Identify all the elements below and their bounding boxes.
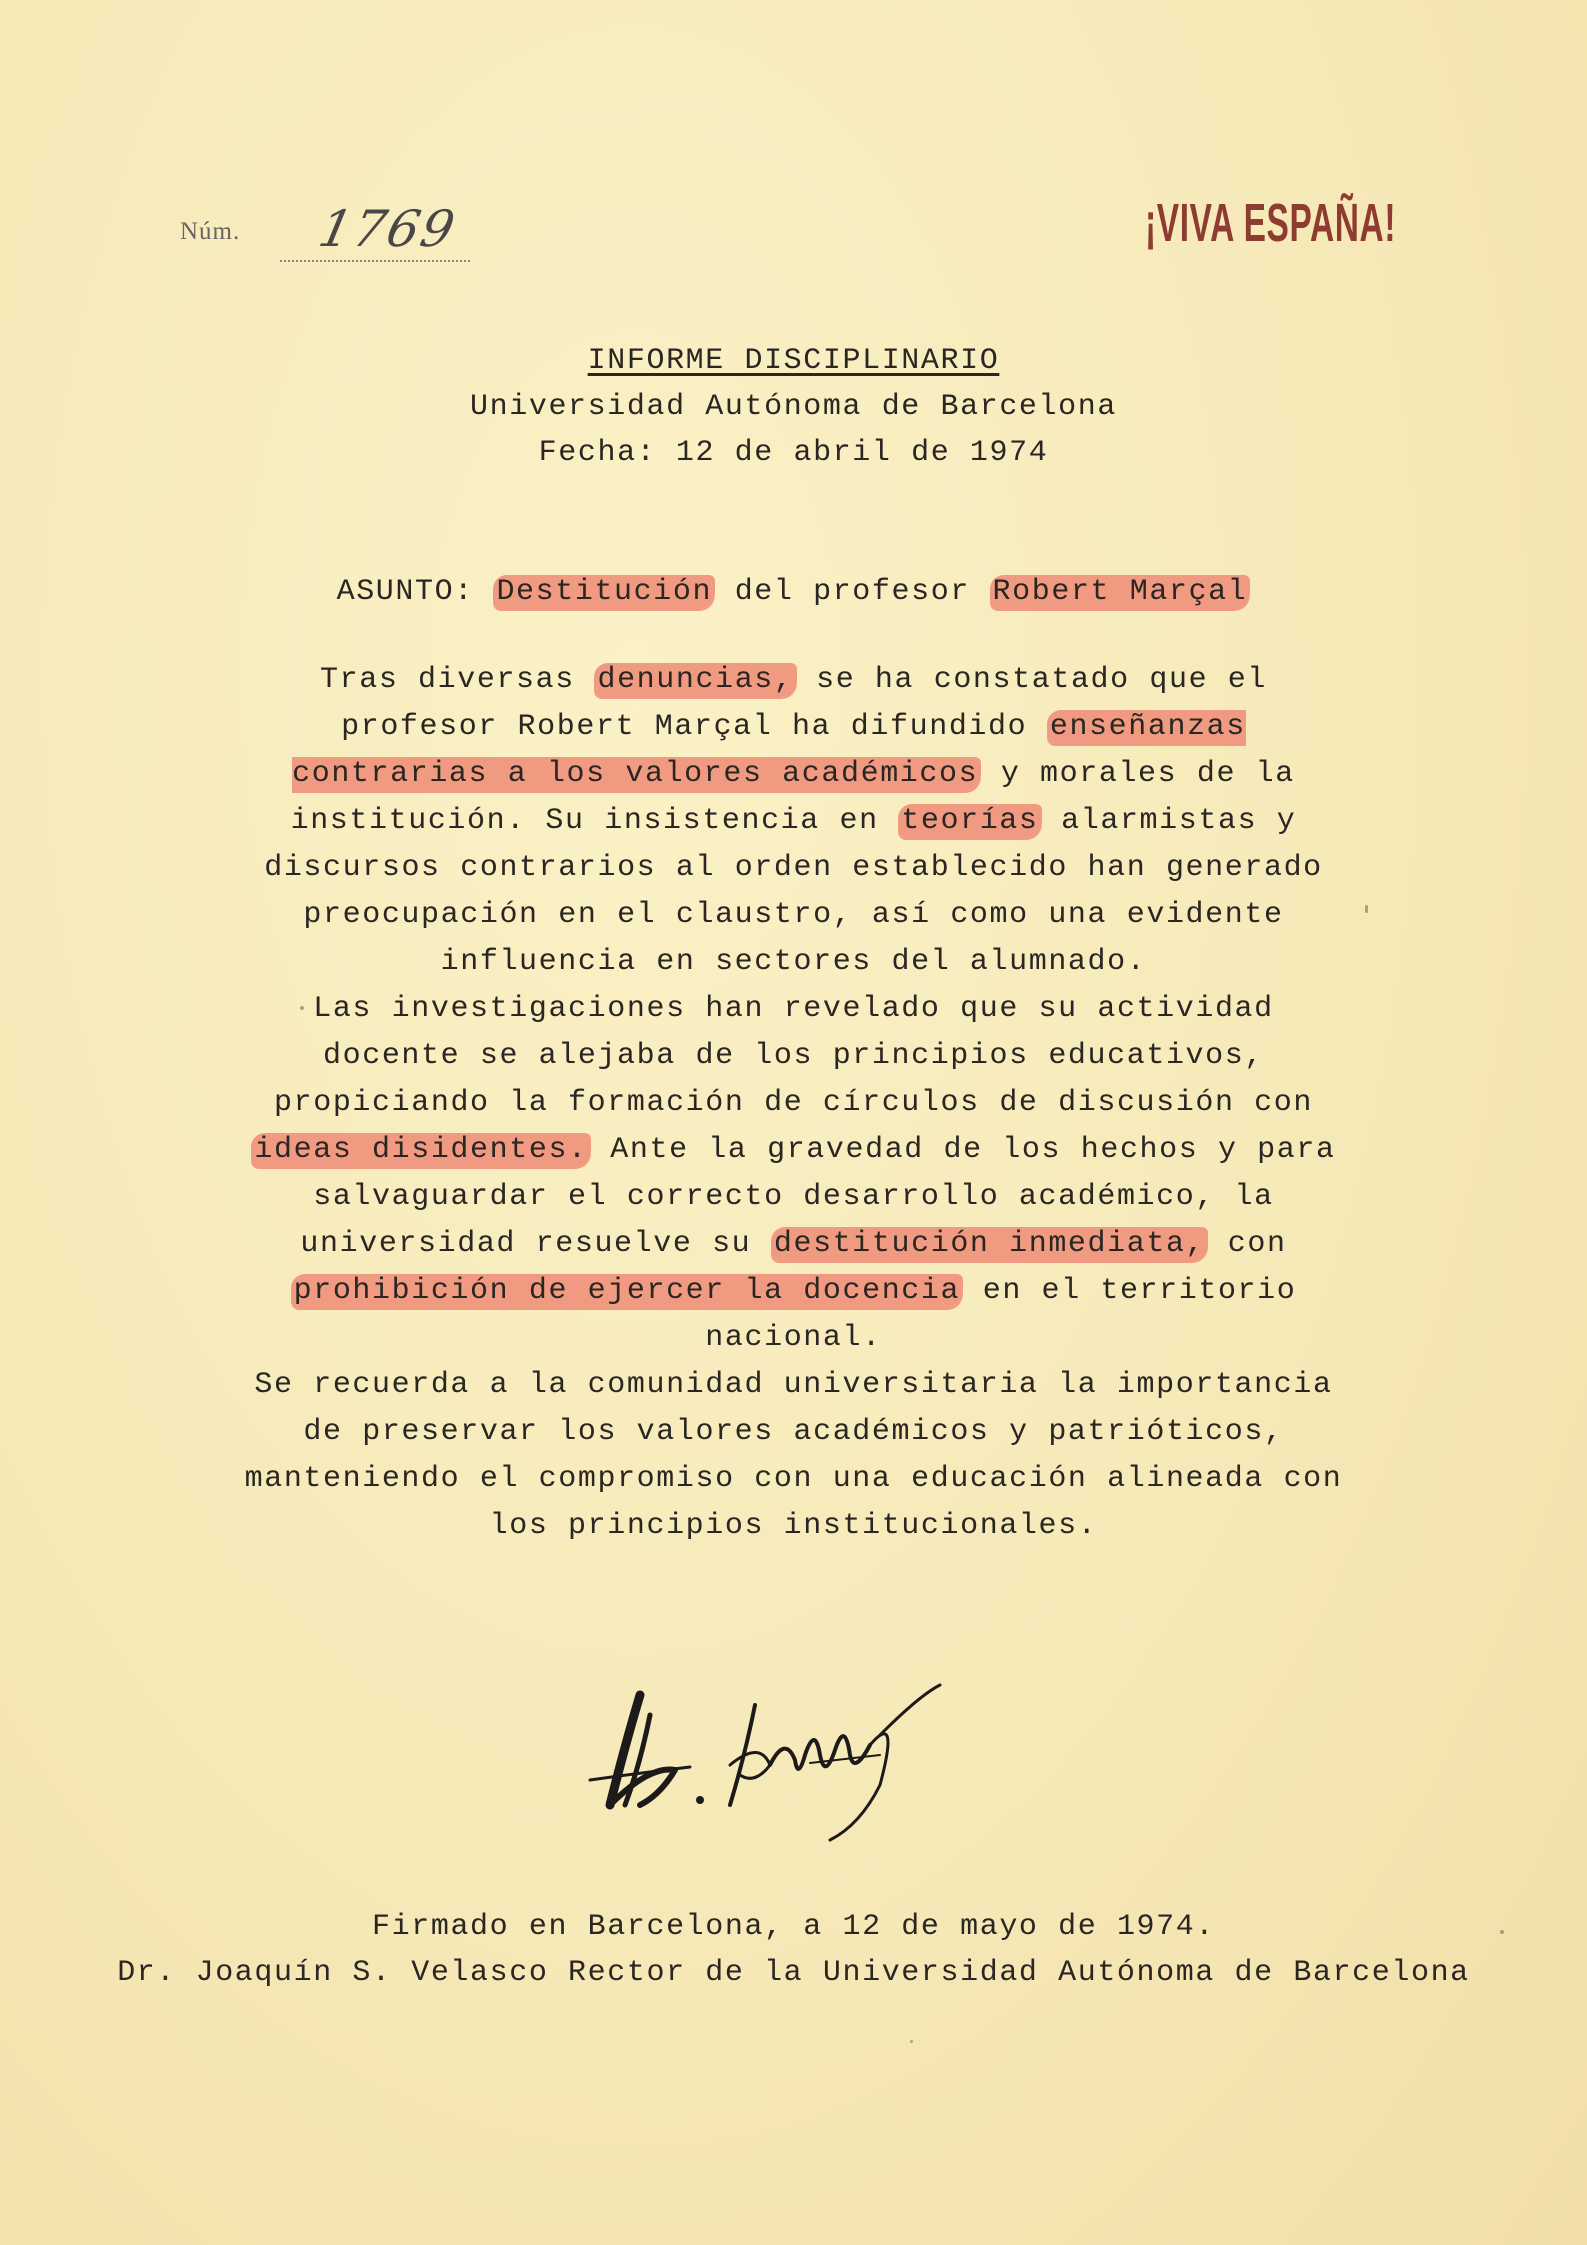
paper-speck [1365, 905, 1368, 913]
highlight-teaching-ban: prohibición de ejercer la docencia [291, 1274, 964, 1308]
highlight-dismissal: Destitución [493, 575, 715, 609]
body-text: se ha constatado que el profesor Robert Marçal ha difundido [341, 663, 1267, 744]
body-text: alarmistas y discursos contrarios al orden establecido han generado preocupación en el claustro, así como una evidente influencia en sectores del alumnado. [264, 804, 1323, 979]
paragraph-2 [240, 986, 1347, 1362]
body-text: y morales de la institución. Su insistencia en [290, 757, 1295, 838]
body-text: Ante la gravedad de los hechos y para salvaguardar el correcto desarrollo académico, la universidad resuelve su [300, 1133, 1336, 1261]
body-text: Tras diversas [320, 663, 575, 697]
document-title: INFORME DISCIPLINARIO [587, 344, 1000, 378]
slogan-stamp [1135, 188, 1425, 258]
report-body [240, 657, 1347, 1550]
highlight-immediate-dismissal: destitución inmediata, [771, 1227, 1208, 1261]
slogan-text: ¡VIVA ESPAÑA! [1145, 193, 1397, 253]
subject-text: del profesor [734, 575, 970, 609]
body-text: en el territorio nacional. [705, 1274, 1297, 1355]
number-value: 1769 [313, 200, 462, 258]
paragraph-1 [240, 657, 1347, 986]
document-number [180, 200, 480, 270]
institution-name: Universidad Autónoma de Barcelona [470, 390, 1117, 424]
signatory-name: Dr. Joaquín S. Velasco Rector de la Universidad Autónoma de Barcelona [117, 1956, 1470, 1990]
number-label: Núm. [180, 218, 241, 245]
highlight-complaints: denuncias, [594, 663, 796, 697]
highlight-professor-name: Robert Marçal [990, 575, 1251, 609]
subject-line [0, 575, 1587, 609]
handwritten-signature [580, 1655, 1010, 1845]
body-text: con [1227, 1227, 1287, 1261]
paper-speck [910, 2040, 913, 2043]
highlight-dissident-ideas: ideas disidentes. [251, 1133, 590, 1167]
body-text: Las investigaciones han revelado que su actividad docente se alejaba de los principios educativos, propiciando la formación de círculos de discusión con [274, 992, 1313, 1120]
signing-place-date: Firmado en Barcelona, a 12 de mayo de 1974. [372, 1910, 1215, 1944]
subject-label: ASUNTO: [336, 575, 474, 609]
highlight-theories: teorías [898, 804, 1041, 838]
paragraph-3: Se recuerda a la comunidad universitaria la importancia de preservar los valores académicos y patrióticos, manteniendo el compromiso con una educación alineada con los principios institucionales. [244, 1368, 1343, 1543]
document-date: Fecha: 12 de abril de 1974 [538, 436, 1049, 470]
highlight-teachings: enseñanzas contrarias a los valores académicos [292, 710, 1246, 791]
number-line [280, 260, 470, 262]
